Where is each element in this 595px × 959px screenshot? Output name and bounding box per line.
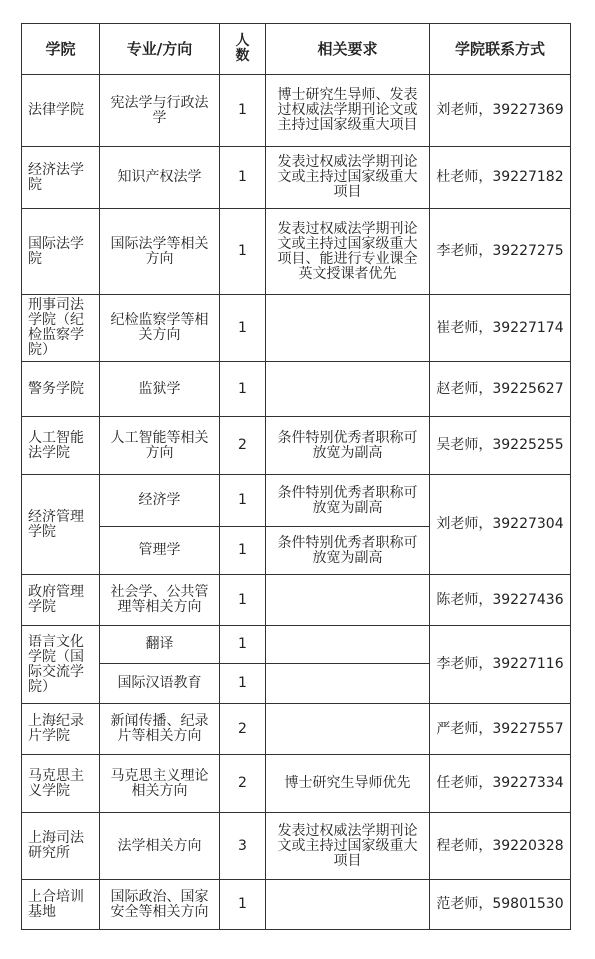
major-cell: 国际汉语教育 xyxy=(100,664,220,704)
college-cell: 经济管理学院 xyxy=(22,475,100,575)
major-cell: 人工智能等相关方向 xyxy=(100,417,220,475)
requirement-cell: 发表过权威法学期刊论文或主持过国家级重大项目、能进行专业课全英文授课者优先 xyxy=(266,209,430,295)
college-cell: 上海纪录片学院 xyxy=(22,704,100,755)
table-row xyxy=(22,626,571,664)
table-row xyxy=(22,880,571,930)
major-cell: 监狱学 xyxy=(100,362,220,417)
table-row xyxy=(22,209,571,295)
count-cell: 1 xyxy=(220,626,266,664)
major-cell: 管理学 xyxy=(100,527,220,575)
requirement-cell: 发表过权威法学期刊论文或主持过国家级重大项目 xyxy=(266,147,430,209)
requirement-cell xyxy=(266,880,430,930)
table-header-row xyxy=(22,24,571,75)
major-cell: 新闻传播、纪录片等相关方向 xyxy=(100,704,220,755)
table-row xyxy=(22,755,571,813)
major-cell: 国际法学等相关方向 xyxy=(100,209,220,295)
requirement-cell: 条件特别优秀者职称可放宽为副高 xyxy=(266,417,430,475)
count-cell: 1 xyxy=(220,209,266,295)
count-cell: 1 xyxy=(220,575,266,626)
contact-cell: 刘老师，39227369 xyxy=(430,75,571,147)
count-cell: 1 xyxy=(220,147,266,209)
contact-cell: 范老师，59801530 xyxy=(430,880,571,930)
count-cell: 1 xyxy=(220,75,266,147)
college-cell: 语言文化学院（国际交流学院） xyxy=(22,626,100,704)
count-cell: 1 xyxy=(220,664,266,704)
college-cell: 马克思主义学院 xyxy=(22,755,100,813)
header-contact: 学院联系方式 xyxy=(430,24,571,75)
major-cell: 宪法学与行政法学 xyxy=(100,75,220,147)
requirement-cell xyxy=(266,626,430,664)
table-row xyxy=(22,362,571,417)
contact-cell: 崔老师，39227174 xyxy=(430,295,571,362)
major-cell: 国际政治、国家安全等相关方向 xyxy=(100,880,220,930)
requirement-cell: 条件特别优秀者职称可放宽为副高 xyxy=(266,527,430,575)
table-row xyxy=(22,75,571,147)
requirement-cell xyxy=(266,575,430,626)
college-cell: 上合培训基地 xyxy=(22,880,100,930)
requirement-cell xyxy=(266,362,430,417)
college-cell: 经济法学院 xyxy=(22,147,100,209)
recruitment-table xyxy=(21,23,571,930)
header-college: 学院 xyxy=(22,24,100,75)
count-cell: 1 xyxy=(220,362,266,417)
count-cell: 1 xyxy=(220,295,266,362)
contact-cell: 陈老师，39227436 xyxy=(430,575,571,626)
major-cell: 社会学、公共管理等相关方向 xyxy=(100,575,220,626)
count-cell: 1 xyxy=(220,527,266,575)
table-row xyxy=(22,813,571,880)
table-row xyxy=(22,575,571,626)
contact-cell: 严老师，39227557 xyxy=(430,704,571,755)
requirement-cell: 发表过权威法学期刊论文或主持过国家级重大项目 xyxy=(266,813,430,880)
major-cell: 法学相关方向 xyxy=(100,813,220,880)
college-cell: 刑事司法学院（纪检监察学院） xyxy=(22,295,100,362)
contact-cell: 杜老师，39227182 xyxy=(430,147,571,209)
contact-cell: 吴老师，39225255 xyxy=(430,417,571,475)
college-cell: 国际法学院 xyxy=(22,209,100,295)
major-cell: 知识产权法学 xyxy=(100,147,220,209)
contact-cell: 任老师，39227334 xyxy=(430,755,571,813)
contact-cell: 李老师，39227116 xyxy=(430,626,571,704)
header-count: 人数 xyxy=(220,24,266,75)
count-cell: 2 xyxy=(220,755,266,813)
requirement-cell xyxy=(266,664,430,704)
major-cell: 经济学 xyxy=(100,475,220,527)
college-cell: 政府管理学院 xyxy=(22,575,100,626)
count-cell: 1 xyxy=(220,880,266,930)
contact-cell: 赵老师，39225627 xyxy=(430,362,571,417)
count-cell: 3 xyxy=(220,813,266,880)
table-row xyxy=(22,147,571,209)
count-cell: 2 xyxy=(220,704,266,755)
header-major: 专业/方向 xyxy=(100,24,220,75)
college-cell: 法律学院 xyxy=(22,75,100,147)
requirement-cell: 博士研究生导师、发表过权威法学期刊论文或主持过国家级重大项目 xyxy=(266,75,430,147)
college-cell: 上海司法研究所 xyxy=(22,813,100,880)
college-cell: 警务学院 xyxy=(22,362,100,417)
table-row xyxy=(22,295,571,362)
contact-cell: 李老师，39227275 xyxy=(430,209,571,295)
major-cell: 纪检监察学等相关方向 xyxy=(100,295,220,362)
table-row xyxy=(22,704,571,755)
requirement-cell: 博士研究生导师优先 xyxy=(266,755,430,813)
contact-cell: 程老师，39220328 xyxy=(430,813,571,880)
contact-cell: 刘老师，39227304 xyxy=(430,475,571,575)
requirement-cell xyxy=(266,704,430,755)
header-requirements: 相关要求 xyxy=(266,24,430,75)
major-cell: 马克思主义理论相关方向 xyxy=(100,755,220,813)
table-row xyxy=(22,475,571,527)
major-cell: 翻译 xyxy=(100,626,220,664)
count-cell: 1 xyxy=(220,475,266,527)
requirement-cell: 条件特别优秀者职称可放宽为副高 xyxy=(266,475,430,527)
college-cell: 人工智能法学院 xyxy=(22,417,100,475)
count-cell: 2 xyxy=(220,417,266,475)
requirement-cell xyxy=(266,295,430,362)
table-row xyxy=(22,417,571,475)
